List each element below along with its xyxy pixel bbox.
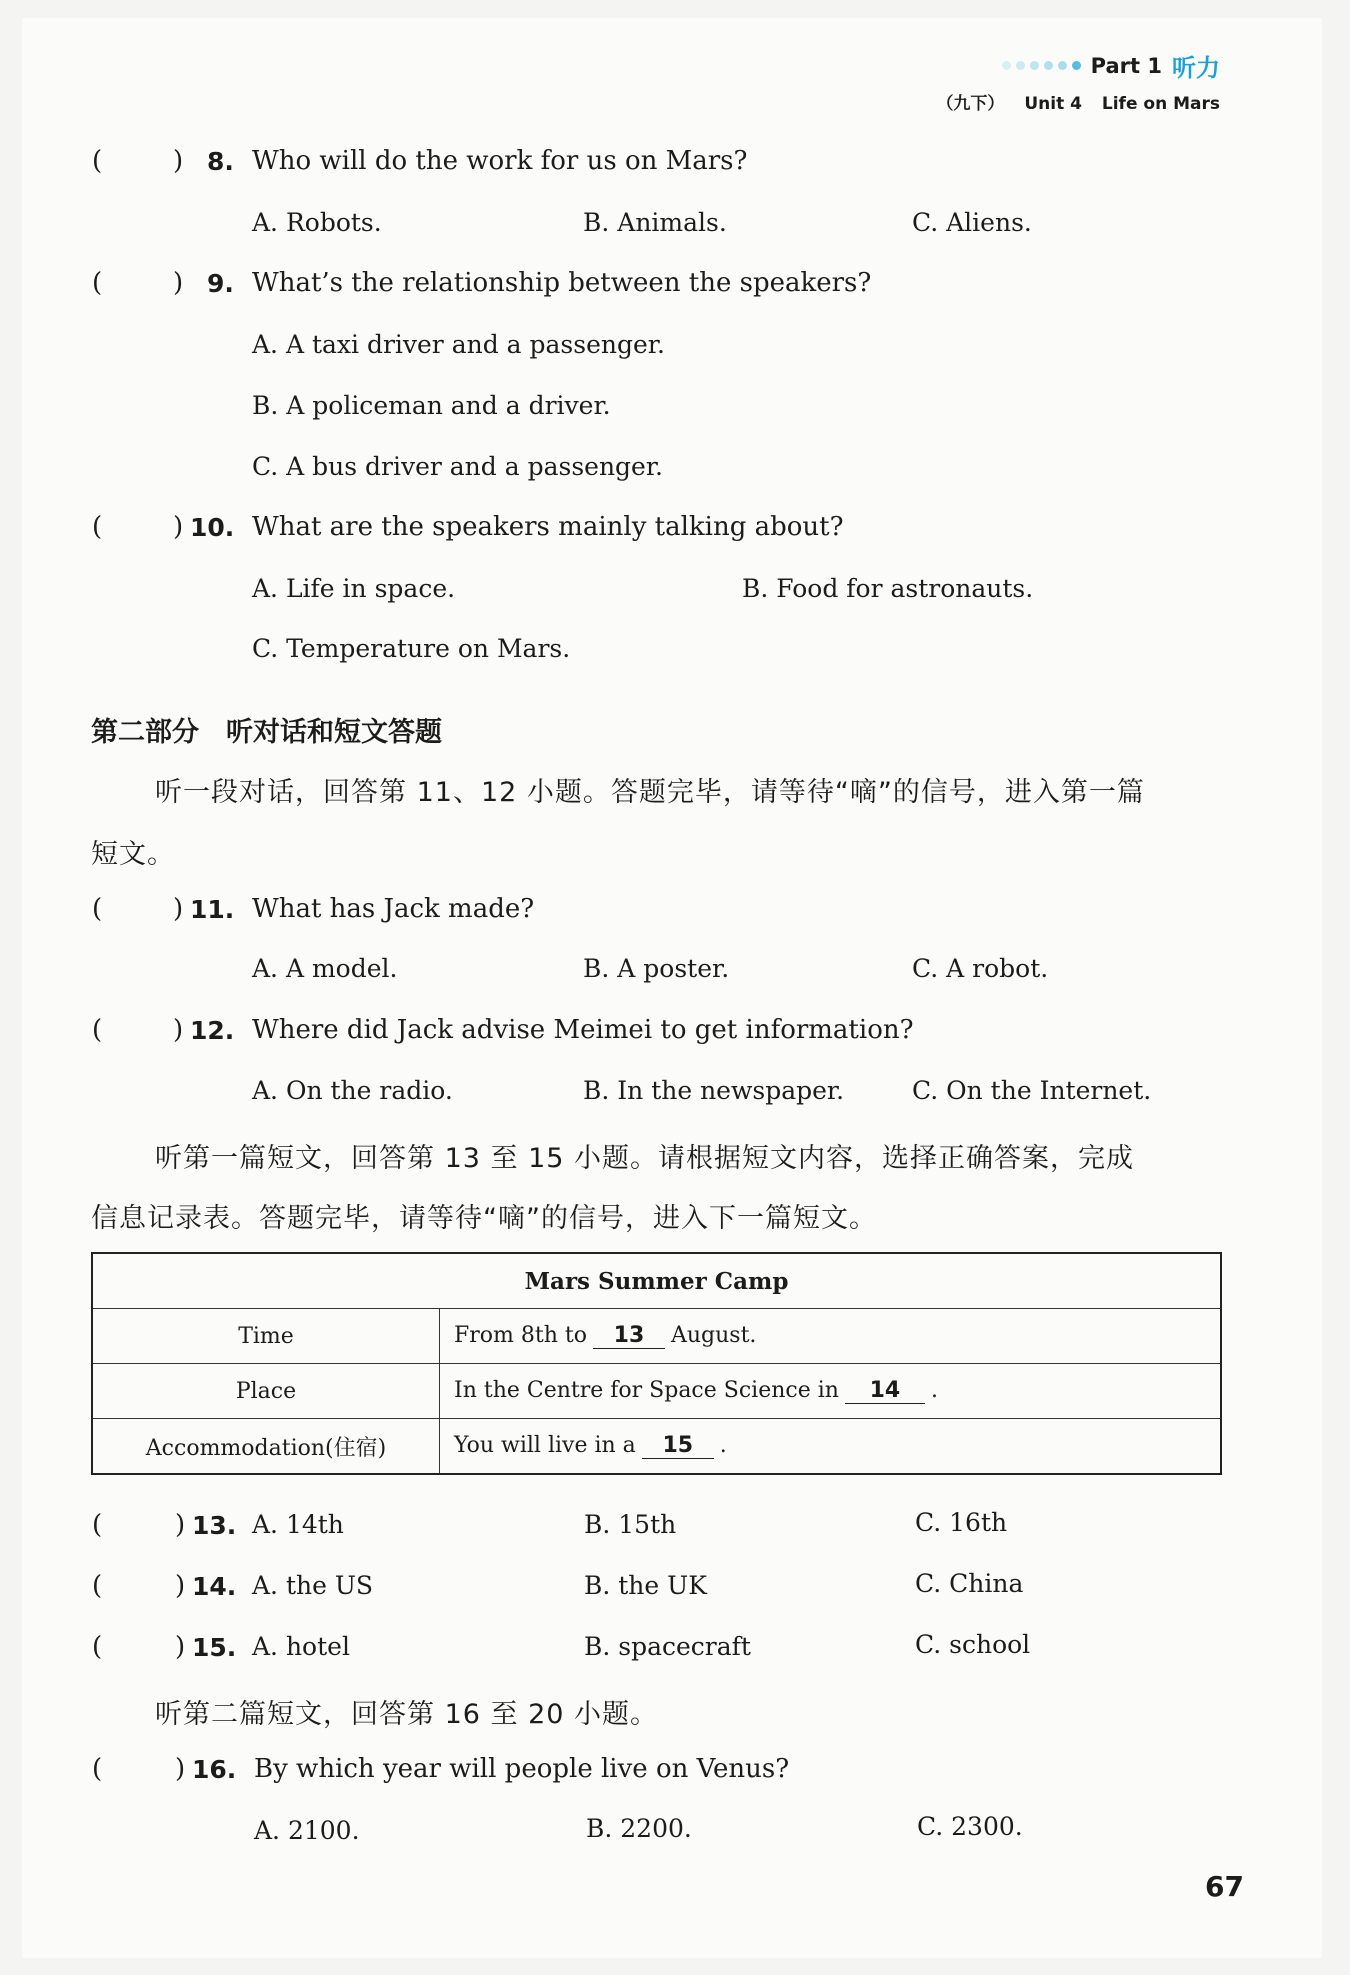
- question-text: Where did Jack advise Meimei to get information?: [252, 1015, 914, 1045]
- answer-paren-close: ): [175, 1632, 186, 1662]
- row-text: .: [719, 1433, 727, 1458]
- option-a: A. Robots.: [252, 208, 382, 237]
- option-c: C. China: [915, 1569, 1024, 1598]
- instruction-text: 信息记录表。答题完毕，请等待“嘀”的信号，进入下一篇短文。: [91, 1203, 877, 1234]
- answer-paren-open: (: [92, 1571, 103, 1601]
- instruction-text: 听一段对话，回答第 11、12 小题。答题完毕，请等待“嘀”的信号，进入第一篇: [155, 777, 1145, 808]
- row-label: Accommodation(住宿): [92, 1419, 440, 1475]
- option-a: A. On the radio.: [252, 1076, 453, 1105]
- option-b: B. A poster.: [583, 954, 730, 983]
- option-c: C. school: [915, 1630, 1031, 1659]
- row-text: August.: [670, 1323, 757, 1348]
- row-value: [440, 1419, 1222, 1475]
- question-number: 16.: [192, 1755, 237, 1784]
- table-row: [92, 1364, 1221, 1419]
- question-number: 10.: [190, 513, 235, 542]
- option-c: C. A bus driver and a passenger.: [252, 452, 663, 481]
- section-title: 第二部分 听对话和短文答题: [91, 717, 442, 748]
- instruction-text: 短文。: [91, 839, 175, 870]
- answer-paren-close: ): [175, 1754, 186, 1784]
- option-a: A. the US: [252, 1571, 374, 1600]
- option-b: B. Animals.: [583, 208, 727, 237]
- row-text: From 8th to: [454, 1323, 587, 1348]
- row-text: .: [930, 1378, 938, 1403]
- option-b: B. Food for astronauts.: [742, 574, 1034, 603]
- option-a: A. A model.: [252, 954, 398, 983]
- option-c: C. 2300.: [917, 1812, 1023, 1841]
- answer-paren-open: (: [92, 1754, 103, 1784]
- option-a: A. hotel: [252, 1632, 350, 1661]
- workbook-page: [22, 18, 1322, 1958]
- answer-paren-close: ): [173, 1015, 184, 1045]
- answer-paren-close: ): [175, 1571, 186, 1601]
- answer-paren-close: ): [175, 1510, 186, 1540]
- info-record-table: [91, 1252, 1222, 1475]
- answer-paren-open: (: [92, 1510, 103, 1540]
- question-text: What are the speakers mainly talking about?: [252, 512, 844, 542]
- part-label: Part 1: [1090, 53, 1162, 78]
- option-c: C. A robot.: [912, 954, 1049, 983]
- answer-paren-open: (: [92, 268, 103, 298]
- answer-paren-close: ): [173, 512, 184, 542]
- part-cn-label: 听力: [1172, 54, 1220, 82]
- unit-label: Unit 4: [1024, 94, 1082, 114]
- option-b: B. spacecraft: [584, 1632, 751, 1661]
- question-number: 8.: [207, 147, 234, 176]
- instruction-text: 听第一篇短文，回答第 13 至 15 小题。请根据短文内容，选择正确答案，完成: [155, 1143, 1135, 1174]
- fill-blank: 15: [642, 1433, 714, 1459]
- option-a: A. Life in space.: [252, 574, 456, 603]
- option-a: A. 2100.: [254, 1816, 360, 1845]
- fill-blank: 14: [845, 1378, 925, 1404]
- option-c: C. Temperature on Mars.: [252, 634, 571, 663]
- row-text: You will live in a: [454, 1433, 636, 1458]
- question-number: 15.: [192, 1633, 237, 1662]
- question-text: What’s the relationship between the speakers?: [252, 268, 872, 298]
- question-number: 12.: [190, 1016, 235, 1045]
- option-c: C. On the Internet.: [912, 1076, 1152, 1105]
- page-number: 67: [1205, 1870, 1244, 1903]
- table-row: [92, 1419, 1221, 1475]
- table-title: Mars Summer Camp: [92, 1253, 1221, 1309]
- fill-blank: 13: [593, 1323, 665, 1349]
- option-b: B. In the newspaper.: [583, 1076, 845, 1105]
- instruction-text: 听第二篇短文，回答第 16 至 20 小题。: [155, 1699, 659, 1730]
- row-value: [440, 1309, 1222, 1364]
- question-text: Who will do the work for us on Mars?: [252, 146, 748, 176]
- question-text: By which year will people live on Venus?: [254, 1754, 790, 1784]
- question-number: 13.: [192, 1511, 237, 1540]
- decorative-dots-icon: [1002, 61, 1081, 70]
- row-value: [440, 1364, 1222, 1419]
- option-a: A. A taxi driver and a passenger.: [252, 330, 665, 359]
- answer-paren-close: ): [173, 894, 184, 924]
- row-label: Time: [92, 1309, 440, 1364]
- page-header: [922, 48, 1220, 114]
- answer-paren-open: (: [92, 512, 103, 542]
- row-text: In the Centre for Space Science in: [454, 1378, 839, 1403]
- option-c: C. 16th: [915, 1508, 1008, 1537]
- answer-paren-open: (: [92, 894, 103, 924]
- question-number: 11.: [190, 895, 235, 924]
- question-number: 14.: [192, 1572, 237, 1601]
- answer-paren-open: (: [92, 1632, 103, 1662]
- option-b: B. 15th: [584, 1510, 677, 1539]
- question-text: What has Jack made?: [252, 894, 535, 924]
- unit-title: Life on Mars: [1101, 94, 1220, 114]
- answer-paren-close: ): [173, 268, 184, 298]
- answer-paren-close: ): [173, 146, 184, 176]
- option-b: B. the UK: [584, 1571, 707, 1600]
- answer-paren-open: (: [92, 1015, 103, 1045]
- question-number: 9.: [207, 269, 234, 298]
- option-b: B. A policeman and a driver.: [252, 391, 611, 420]
- option-b: B. 2200.: [586, 1814, 692, 1843]
- grade-label: （九下）: [936, 94, 1005, 114]
- answer-paren-open: (: [92, 146, 103, 176]
- option-c: C. Aliens.: [912, 208, 1032, 237]
- row-label: Place: [92, 1364, 440, 1419]
- table-row: [92, 1309, 1221, 1364]
- option-a: A. 14th: [252, 1510, 344, 1539]
